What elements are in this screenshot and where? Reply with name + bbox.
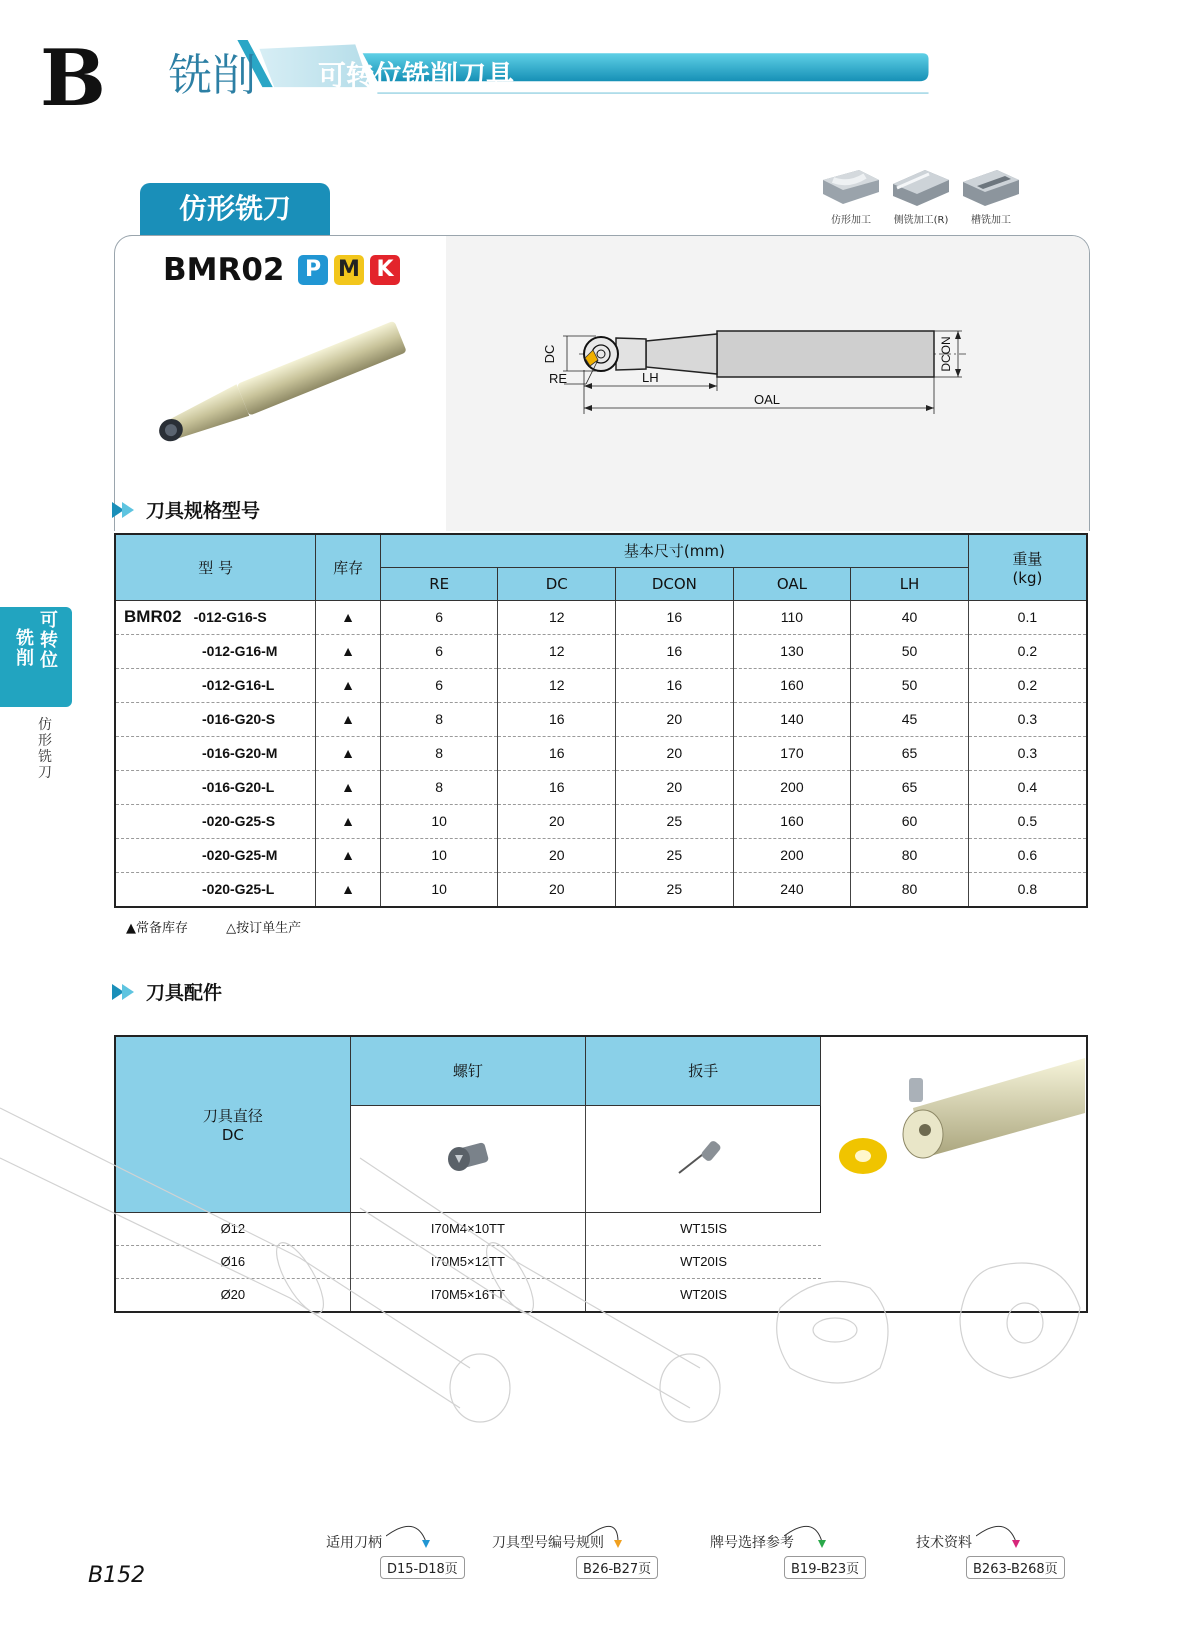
re-cell: 10 bbox=[380, 838, 498, 872]
wrench-cell: WT15IS bbox=[586, 1212, 821, 1245]
dim-label-dc: DC bbox=[542, 344, 557, 364]
dc-cell: 12 bbox=[498, 668, 616, 702]
dcon-cell: 20 bbox=[616, 702, 734, 736]
material-badge-k: K bbox=[370, 255, 400, 285]
stock-cell: ▲ bbox=[316, 600, 381, 634]
oal-cell: 200 bbox=[733, 770, 851, 804]
wrench-cell: WT20IS bbox=[586, 1245, 821, 1278]
spec-table bbox=[114, 533, 1088, 908]
chapter-letter: B bbox=[40, 33, 106, 124]
diameter-cell: Ø16 bbox=[115, 1245, 350, 1278]
lh-cell: 80 bbox=[851, 872, 969, 907]
footer-ref-pages[interactable]: D15-D18页 bbox=[380, 1556, 465, 1579]
weight-cell: 0.2 bbox=[968, 668, 1087, 702]
lh-cell: 65 bbox=[851, 736, 969, 770]
product-model: BMR02 bbox=[163, 252, 285, 288]
table-row bbox=[115, 770, 1087, 804]
header-stock: 库存 bbox=[316, 534, 381, 600]
header-wrench: 扳手 bbox=[586, 1036, 821, 1105]
table-row bbox=[115, 600, 1087, 634]
dcon-cell: 16 bbox=[616, 668, 734, 702]
re-cell: 6 bbox=[380, 668, 498, 702]
stock-cell: ▲ bbox=[316, 634, 381, 668]
dc-cell: 20 bbox=[498, 872, 616, 907]
dc-cell: 12 bbox=[498, 600, 616, 634]
model-cell: -016-G20-M bbox=[115, 736, 316, 770]
curved-arrow-icon bbox=[784, 1520, 834, 1550]
side-chapter-tab[interactable] bbox=[0, 607, 72, 707]
legend-made-to-order: △按订单生产 bbox=[226, 921, 302, 936]
header-dc: DC bbox=[498, 567, 616, 600]
spec-table-body bbox=[115, 600, 1087, 907]
dcon-cell: 20 bbox=[616, 770, 734, 804]
stock-cell: ▲ bbox=[316, 736, 381, 770]
dcon-cell: 25 bbox=[616, 872, 734, 907]
screw-cell: I70M5×12TT bbox=[350, 1245, 585, 1278]
footer-ref-label: 技术资料 bbox=[916, 1535, 972, 1551]
oal-cell: 130 bbox=[733, 634, 851, 668]
stock-cell: ▲ bbox=[316, 770, 381, 804]
page-title: 可转位铣削刀具 bbox=[318, 59, 515, 92]
footer-ref-label: 刀具型号编号规则 bbox=[492, 1535, 604, 1551]
accessories-section-heading bbox=[112, 978, 222, 1005]
diameter-cell: Ø20 bbox=[220, 1287, 246, 1303]
model-cell: -020-G25-S bbox=[115, 804, 316, 838]
dcon-cell: 25 bbox=[616, 804, 734, 838]
header-dcon: DCON bbox=[616, 567, 734, 600]
stock-legend bbox=[126, 917, 335, 936]
screw-cell: I70M5×16TT bbox=[350, 1278, 585, 1311]
series-name: BMR02 bbox=[124, 607, 182, 626]
stock-cell: ▲ bbox=[316, 804, 381, 838]
side-milling-icon bbox=[889, 166, 953, 208]
weight-cell: 0.6 bbox=[968, 838, 1087, 872]
table-row bbox=[115, 838, 1087, 872]
dim-label-oal: OAL bbox=[754, 392, 781, 407]
oal-cell: 160 bbox=[733, 668, 851, 702]
header-dims: 基本尺寸(mm) bbox=[380, 534, 968, 567]
re-cell: 10 bbox=[380, 804, 498, 838]
dc-cell: 16 bbox=[498, 736, 616, 770]
operation-side-milling bbox=[884, 166, 958, 226]
re-cell: 6 bbox=[380, 634, 498, 668]
lh-cell: 50 bbox=[851, 668, 969, 702]
side-subsection-label: 仿形铣刀 bbox=[38, 717, 52, 781]
diameter-cell: Ø12 bbox=[115, 1212, 350, 1245]
dc-cell: 20 bbox=[498, 838, 616, 872]
operation-slot-milling bbox=[954, 166, 1028, 226]
model-cell: -020-G25-M bbox=[115, 838, 316, 872]
weight-cell: 0.1 bbox=[968, 600, 1087, 634]
stock-cell: ▲ bbox=[316, 668, 381, 702]
footer-ref-grades[interactable] bbox=[710, 1532, 860, 1577]
table-row bbox=[115, 634, 1087, 668]
header-tool-diameter-line2: DC bbox=[221, 1125, 244, 1144]
table-row bbox=[115, 736, 1087, 770]
legend-in-stock: ▲常备库存 bbox=[126, 921, 188, 936]
operation-label: 侧铣加工(R) bbox=[893, 215, 949, 226]
oal-cell: 140 bbox=[733, 702, 851, 736]
model-cell: -016-G20-S bbox=[115, 702, 316, 736]
model-cell: -016-G20-L bbox=[115, 770, 316, 804]
lh-cell: 50 bbox=[851, 634, 969, 668]
header-weight bbox=[968, 534, 1087, 600]
re-cell: 8 bbox=[380, 702, 498, 736]
footer-ref-label: 牌号选择参考 bbox=[710, 1535, 794, 1551]
screw-cell: I70M4×10TT bbox=[350, 1212, 585, 1245]
chapter-title: 铣削 bbox=[168, 50, 256, 101]
weight-cell: 0.2 bbox=[968, 634, 1087, 668]
footer-ref-pages[interactable]: B26-B27页 bbox=[576, 1556, 658, 1579]
re-cell: 8 bbox=[380, 736, 498, 770]
dimension-diagram bbox=[446, 236, 1089, 531]
side-tab-label-left: 铣削 bbox=[16, 628, 34, 669]
curved-arrow-icon bbox=[588, 1520, 638, 1550]
header-screw: 螺钉 bbox=[350, 1036, 585, 1105]
table-row bbox=[115, 668, 1087, 702]
dim-label-re: RE bbox=[549, 371, 568, 386]
dimension-diagram-area bbox=[446, 236, 1089, 531]
dim-label-dcon: DCON bbox=[939, 336, 953, 372]
dc-cell: 12 bbox=[498, 634, 616, 668]
side-tab-label-right: 可转位 bbox=[40, 610, 58, 671]
spec-section-heading bbox=[112, 496, 260, 523]
footer-ref-label: 适用刀柄 bbox=[326, 1535, 382, 1551]
dcon-cell: 16 bbox=[616, 634, 734, 668]
weight-cell: 0.4 bbox=[968, 770, 1087, 804]
table-row bbox=[115, 804, 1087, 838]
dcon-cell: 16 bbox=[616, 600, 734, 634]
lh-cell: 65 bbox=[851, 770, 969, 804]
double-arrow-icon bbox=[112, 982, 140, 1002]
re-cell: 10 bbox=[380, 872, 498, 907]
header-weight-line1: 重量 bbox=[1012, 549, 1043, 568]
slot-milling-icon bbox=[959, 166, 1023, 208]
header-oal: OAL bbox=[733, 567, 851, 600]
weight-cell: 0.8 bbox=[968, 872, 1087, 907]
weight-cell: 0.5 bbox=[968, 804, 1087, 838]
lh-cell: 40 bbox=[851, 600, 969, 634]
oal-cell: 200 bbox=[733, 838, 851, 872]
dcon-cell: 25 bbox=[616, 838, 734, 872]
background-line-art bbox=[0, 1068, 1200, 1468]
stock-cell: ▲ bbox=[316, 872, 381, 907]
oal-cell: 160 bbox=[733, 804, 851, 838]
operation-profile bbox=[814, 166, 888, 226]
re-cell: 6 bbox=[380, 600, 498, 634]
dc-cell: 16 bbox=[498, 770, 616, 804]
lh-cell: 60 bbox=[851, 804, 969, 838]
tool-photo bbox=[140, 320, 420, 450]
footer-ref-pages[interactable]: B19-B23页 bbox=[784, 1556, 866, 1579]
wrench-cell: WT20IS bbox=[586, 1278, 821, 1311]
footer-ref-holders[interactable] bbox=[326, 1532, 458, 1577]
model-cell: -020-G25-L bbox=[202, 881, 275, 897]
footer-ref-technical[interactable] bbox=[916, 1532, 1058, 1577]
model-cell: -012-G16-L bbox=[115, 668, 316, 702]
profile-machining-icon bbox=[819, 166, 883, 208]
re-cell: 8 bbox=[380, 770, 498, 804]
dim-label-lh: LH bbox=[642, 370, 659, 385]
double-arrow-icon bbox=[112, 500, 140, 520]
dc-cell: 20 bbox=[498, 804, 616, 838]
table-row bbox=[115, 702, 1087, 736]
table-row bbox=[115, 872, 1087, 907]
header-lh: LH bbox=[851, 567, 969, 600]
material-badge-m: M bbox=[334, 255, 364, 285]
lh-cell: 45 bbox=[851, 702, 969, 736]
model-cell: -012-G16-M bbox=[115, 634, 316, 668]
oal-cell: 110 bbox=[733, 600, 851, 634]
curved-arrow-icon bbox=[386, 1520, 436, 1550]
spec-section-title: 刀具规格型号 bbox=[146, 500, 261, 522]
stock-cell: ▲ bbox=[316, 838, 381, 872]
page-number: B152 bbox=[88, 1563, 146, 1588]
section-tab-title: 仿形铣刀 bbox=[140, 183, 330, 235]
dc-cell: 16 bbox=[498, 702, 616, 736]
operation-label: 槽铣加工 bbox=[971, 215, 1011, 226]
material-badge-p: P bbox=[298, 255, 328, 285]
weight-cell: 0.3 bbox=[968, 736, 1087, 770]
stock-cell: ▲ bbox=[316, 702, 381, 736]
header-tool-diameter-line1: 刀具直径 bbox=[202, 1106, 263, 1125]
footer-ref-pages[interactable]: B263-B268页 bbox=[966, 1556, 1065, 1579]
oal-cell: 170 bbox=[733, 736, 851, 770]
model-suffix: -012-G16-S bbox=[193, 609, 267, 625]
curved-arrow-icon bbox=[976, 1520, 1026, 1550]
accessories-section-title: 刀具配件 bbox=[146, 982, 223, 1004]
header-re: RE bbox=[380, 567, 498, 600]
footer-ref-numbering[interactable] bbox=[492, 1532, 652, 1577]
model-cell bbox=[115, 600, 316, 634]
header-model: 型 号 bbox=[115, 534, 316, 600]
header-weight-line2: (kg) bbox=[1012, 568, 1043, 587]
lh-cell: 80 bbox=[851, 838, 969, 872]
operation-label: 仿形加工 bbox=[831, 215, 871, 226]
dcon-cell: 20 bbox=[616, 736, 734, 770]
oal-cell: 240 bbox=[733, 872, 851, 907]
weight-cell: 0.3 bbox=[968, 702, 1087, 736]
